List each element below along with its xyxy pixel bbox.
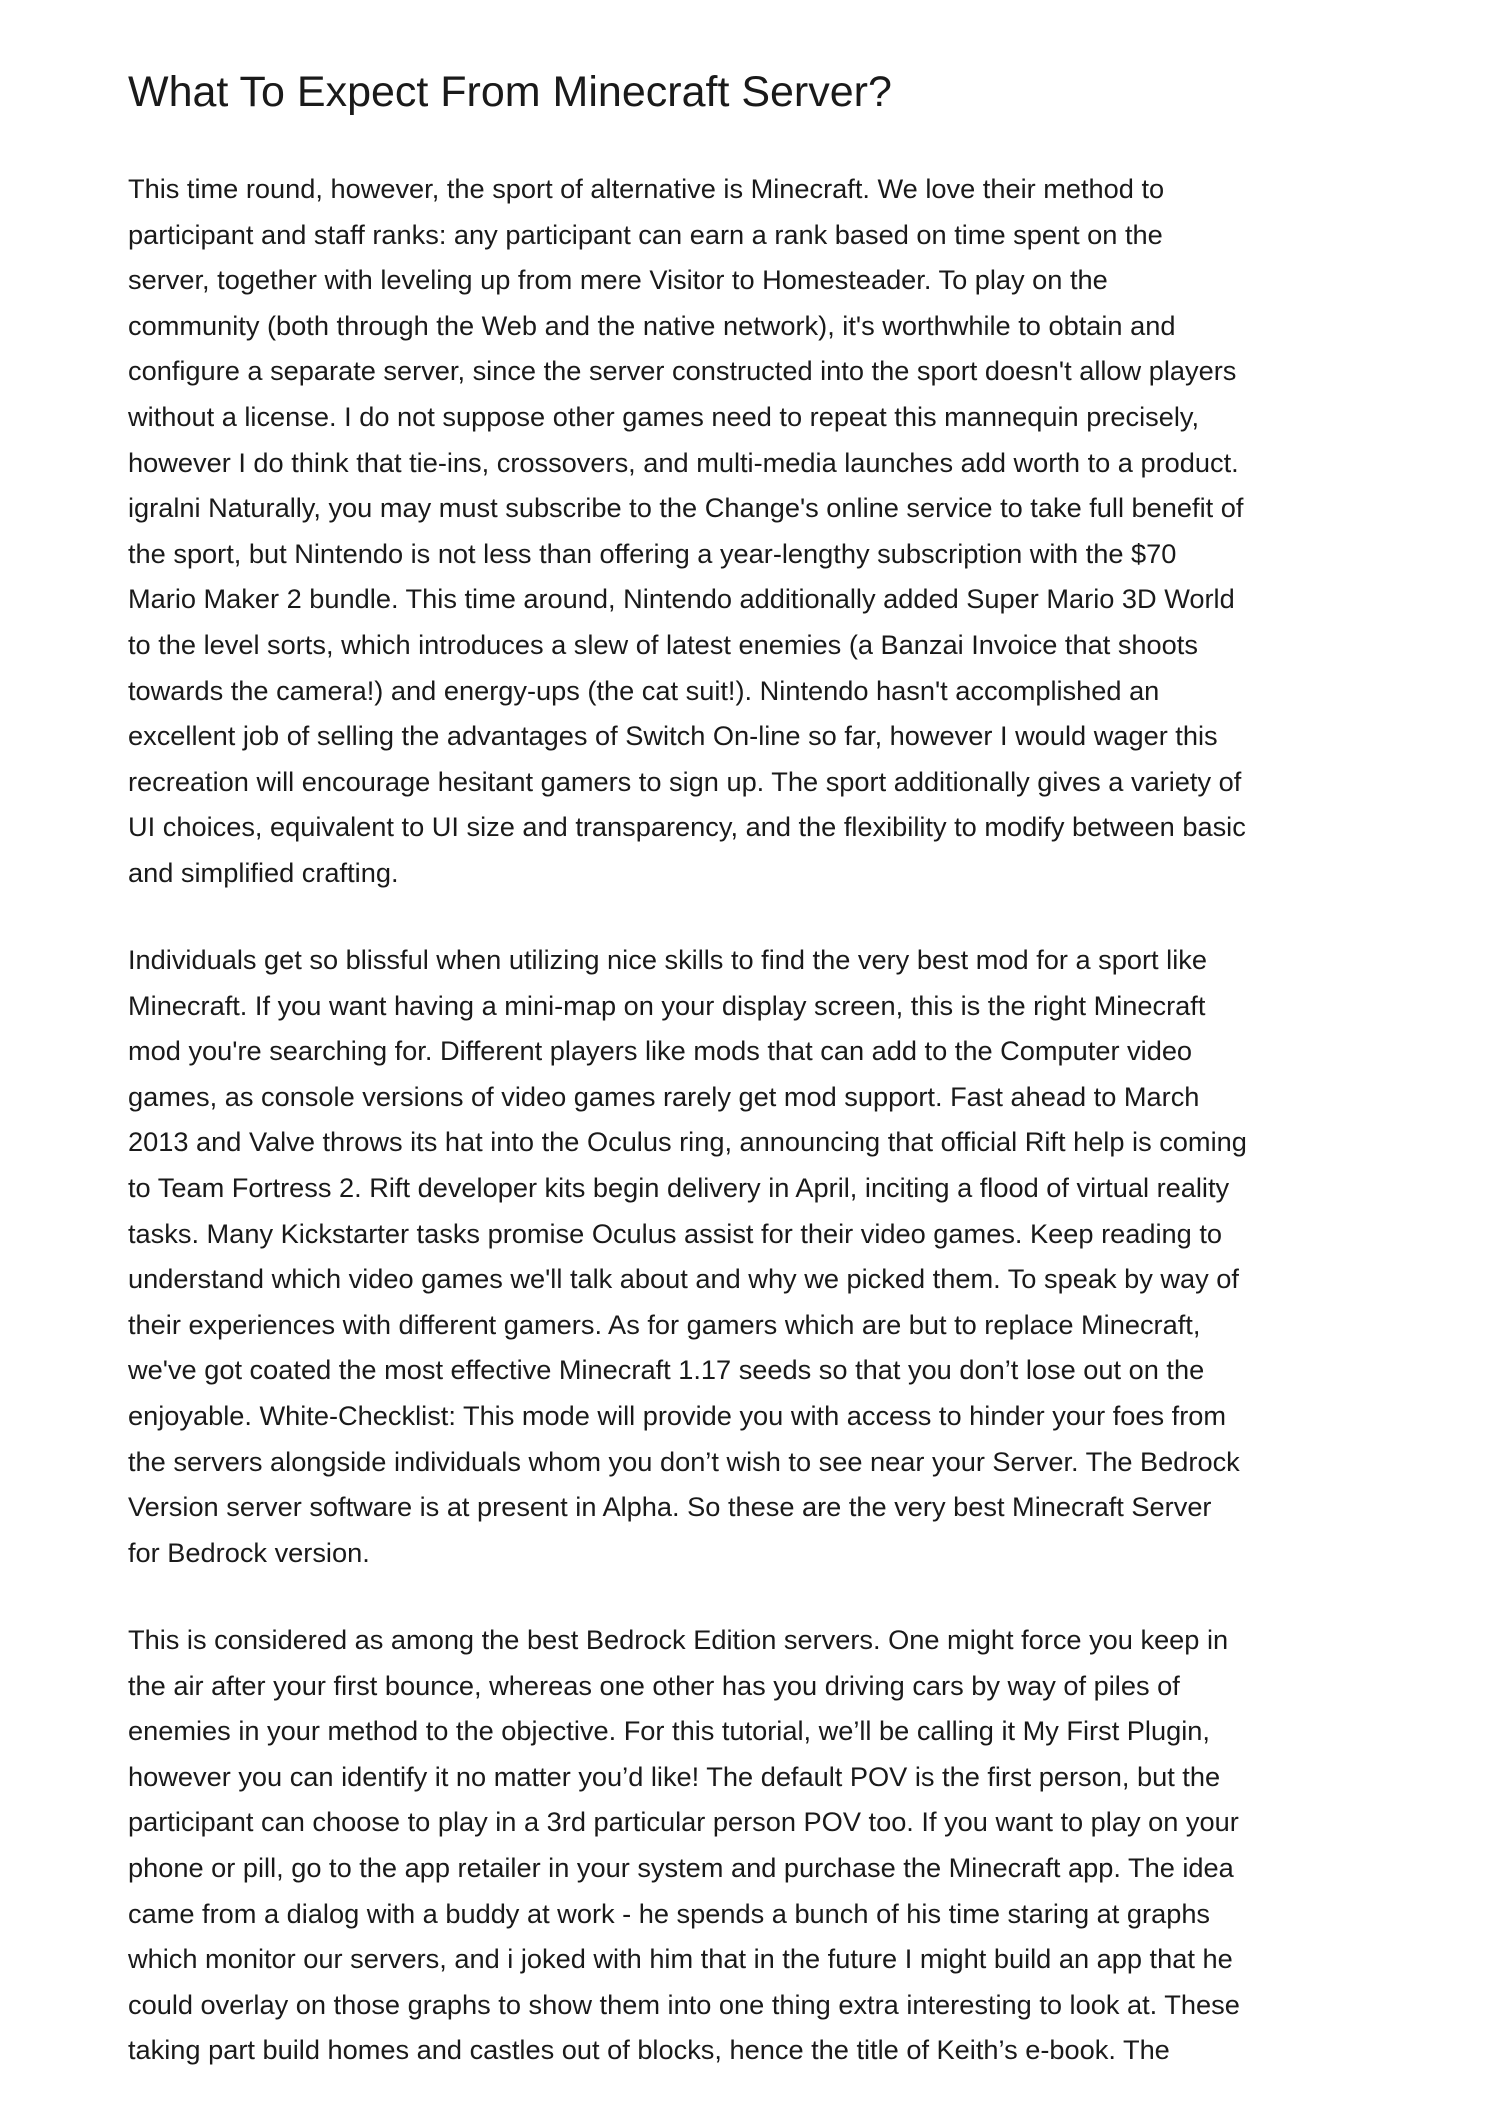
paragraph-1-line: UI choices, equivalent to UI size and transparency, and the flexibility to modify between basic	[128, 811, 1246, 843]
paragraph-1	[128, 166, 1378, 896]
paragraph-3-line: came from a dialog with a buddy at work - he spends a bunch of his time staring at graphs	[128, 1897, 1211, 1929]
paragraph-1-line: configure a separate server, since the server constructed into the sport doesn't allow players	[128, 355, 1237, 387]
paragraph-2-line: Individuals get so blissful when utilizing nice skills to find the very best mod for a sport like	[128, 944, 1207, 975]
paragraph-1-line: Mario Maker 2 bundle. This time around, Nintendo additionally added Super Mario 3D World	[128, 583, 1235, 615]
paragraph-2-line: the servers alongside individuals whom you don’t wish to see near your Server. The Bedrock	[128, 1445, 1240, 1477]
paragraph-2-line: to Team Fortress 2. Rift developer kits begin delivery in April, inciting a flood of virtual reality	[128, 1171, 1230, 1203]
paragraph-2-line: Version server software is at present in Alpha. So these are the very best Minecraft Server	[128, 1491, 1212, 1523]
paragraph-3-line: could overlay on those graphs to show them into one thing extra interesting to look at. These	[128, 1988, 1240, 2020]
paragraph-3-line: participant can choose to play in a 3rd particular person POV too. If you want to play on your	[128, 1806, 1239, 1838]
paragraph-2-line: mod you're searching for. Different players like mods that can add to the Computer video	[128, 1035, 1193, 1067]
paragraph-3-line: This is considered as among the best Bedrock Edition servers. One might force you keep in	[128, 1624, 1229, 1655]
paragraph-2	[128, 937, 1378, 1575]
paragraph-1-line: community (both through the Web and the native network), it's worthwhile to obtain and	[128, 309, 1176, 341]
paragraph-1-line: to the level sorts, which introduces a slew of latest enemies (a Banzai Invoice that shoots	[128, 628, 1198, 660]
paragraph-2-line: enjoyable. White-Checklist: This mode will provide you with access to hinder your foes from	[128, 1399, 1227, 1431]
paragraph-2-line: 2013 and Valve throws its hat into the Oculus ring, announcing that official Rift help is coming	[128, 1126, 1247, 1158]
paragraph-1-line: participant and staff ranks: any participant can earn a rank based on time spent on the	[128, 218, 1163, 250]
paragraph-3-line: however you can identify it no matter you’d like! The default POV is the first person, but the	[128, 1760, 1221, 1792]
paragraph-1-line: towards the camera!) and energy-ups (the cat suit!). Nintendo hasn't accomplished an	[128, 674, 1160, 706]
paragraph-3	[128, 1617, 1378, 2073]
paragraph-2-line: their experiences with different gamers. As for gamers which are but to replace Minecraft,	[128, 1308, 1201, 1340]
paragraph-3-line: taking part build homes and castles out of blocks, hence the title of Keith’s e-book. The	[128, 2034, 1170, 2066]
paragraph-3-line: which monitor our servers, and i joked with him that in the future I might build an app that he	[128, 1943, 1233, 1975]
paragraph-1-line: and simplified crafting.	[128, 856, 399, 888]
paragraph-1-line: without a license. I do not suppose other games need to repeat this mannequin precisely,	[128, 400, 1200, 432]
paragraph-2-line: games, as console versions of video games rarely get mod support. Fast ahead to March	[128, 1080, 1200, 1112]
paragraph-1-line: excellent job of selling the advantages of Switch On-line so far, however I would wager this	[128, 720, 1218, 752]
paragraph-2-line: Minecraft. If you want having a mini-map on your display screen, this is the right Minecraft	[128, 989, 1206, 1021]
paragraph-1-line: igralni Naturally, you may must subscribe to the Change's online service to take full benefit of	[128, 492, 1244, 524]
paragraph-3-line: enemies in your method to the objective. For this tutorial, we’ll be calling it My First Plugin,	[128, 1715, 1210, 1747]
paragraph-1-line: recreation will encourage hesitant gamers to sign up. The sport additionally gives a variety of	[128, 765, 1242, 797]
paragraph-2-line: for Bedrock version.	[128, 1536, 370, 1568]
paragraph-3-line: the air after your first bounce, whereas one other has you driving cars by way of piles of	[128, 1669, 1180, 1701]
document-title: What To Expect From Minecraft Server?	[128, 68, 892, 116]
paragraph-1-line: however I do think that tie-ins, crossovers, and multi-media launches add worth to a product.	[128, 446, 1239, 478]
paragraph-1-line: This time round, however, the sport of alternative is Minecraft. We love their method to	[128, 173, 1165, 204]
paragraph-3-line: phone or pill, go to the app retailer in your system and purchase the Minecraft app. The idea	[128, 1851, 1234, 1883]
paragraph-2-line: tasks. Many Kickstarter tasks promise Oculus assist for their video games. Keep reading to	[128, 1217, 1222, 1249]
paragraph-1-line: server, together with leveling up from mere Visitor to Homesteader. To play on the	[128, 264, 1108, 296]
paragraph-1-line: the sport, but Nintendo is not less than offering a year-lengthy subscription with the $70	[128, 537, 1177, 569]
paragraph-2-line: understand which video games we'll talk about and why we picked them. To speak by way of	[128, 1263, 1239, 1295]
paragraph-2-line: we've got coated the most effective Minecraft 1.17 seeds so that you don’t lose out on the	[128, 1354, 1205, 1386]
